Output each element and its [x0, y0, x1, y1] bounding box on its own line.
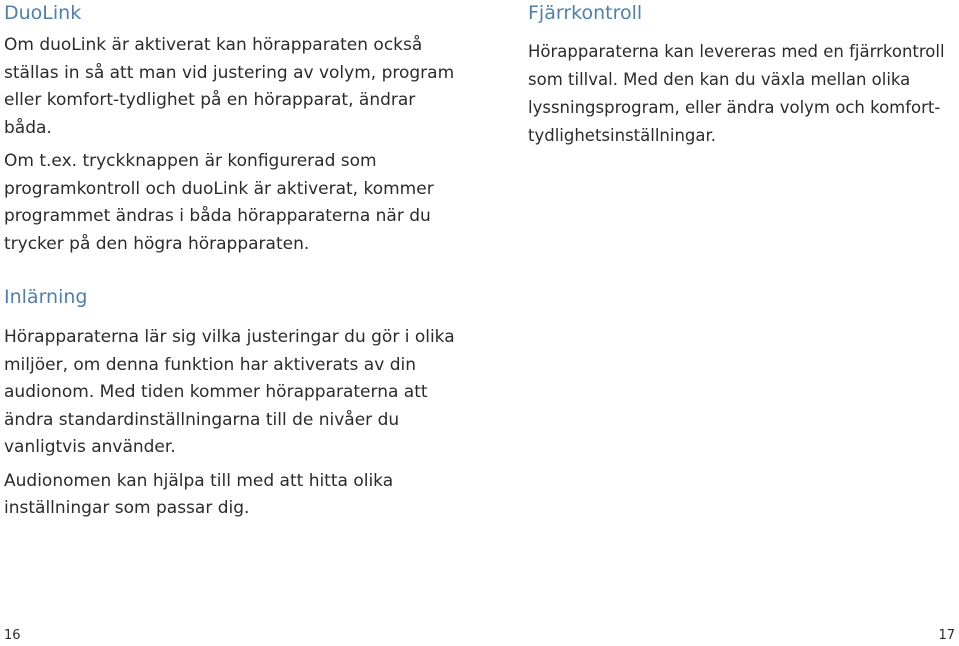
- inlarning-paragraph-1: Hörapparaterna lär sig vilka justeringar du gör i olika miljöer, om denna funktion har aktiverats av din audionom. Med tiden kommer hörapparaterna att ändra standardinställningarna till de nivåer du vanligtvis använder.: [4, 327, 455, 457]
- fjarrkontroll-paragraph: Hörapparaterna kan levereras med en fjärrkontroll som tillval. Med den kan du växla mellan olika lyssningsprogram, eller ändra volym och komfort-tydlighetsinställningar.: [528, 42, 945, 145]
- right-page-column: [528, 0, 954, 150]
- duolink-paragraph-1: Om duoLink är aktiverat kan hörapparaten också ställas in så att man vid justering av volym, program eller komfort-tydlighet på en hörapparat, ändrar båda.: [4, 35, 455, 138]
- fjarrkontroll-heading: Fjärrkontroll: [528, 2, 643, 24]
- inlarning-heading: Inlärning: [4, 286, 88, 308]
- duolink-heading: DuoLink: [4, 2, 82, 24]
- page-number-left: 16: [4, 628, 21, 643]
- inlarning-paragraph-2: Audionomen kan hjälpa till med att hitta olika inställningar som passar dig.: [4, 470, 394, 518]
- left-page-column: [4, 0, 464, 523]
- duolink-paragraph-2: Om t.ex. tryckknappen är konfigurerad som programkontroll och duoLink är aktiverat, kommer programmet ändras i båda hörapparaterna när du trycker på den högra hörapparaten.: [4, 151, 434, 254]
- page-number-right: 17: [938, 628, 955, 643]
